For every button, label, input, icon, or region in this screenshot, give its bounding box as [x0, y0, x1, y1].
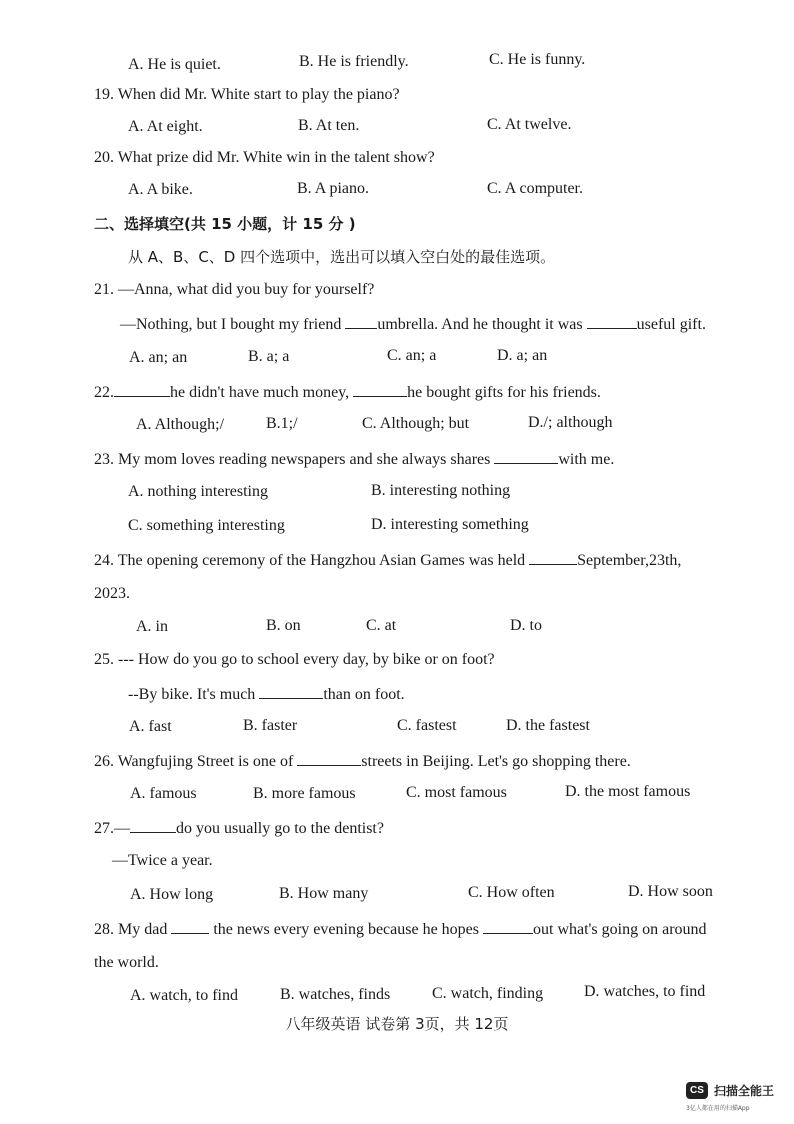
- q27-text-a: 27.—: [94, 820, 130, 837]
- q28-text-c: out what's going on around: [533, 921, 707, 938]
- q28-option-b: B. watches, finds: [280, 986, 391, 1003]
- q28-stem-cont: the world.: [94, 954, 159, 971]
- camscanner-logo-icon: CS: [686, 1082, 708, 1099]
- q28-option-d: D. watches, to find: [584, 983, 706, 1000]
- q21-option-c: C. an; a: [387, 347, 437, 364]
- q28-text-a: 28. My dad: [94, 921, 172, 938]
- q25-text-a: --By bike. It's much: [128, 686, 260, 703]
- section-instruction: 从 A、B、C、D 四个选项中，选出可以填入空白处的最佳选项。: [128, 248, 556, 266]
- q24-option-b: B. on: [266, 617, 301, 634]
- q22-option-a: A. Although;/: [136, 416, 225, 433]
- q22-stem: [94, 382, 601, 402]
- q26-blank: [297, 751, 361, 766]
- q20-stem: 20. What prize did Mr. White win in the talent show?: [94, 149, 435, 166]
- watermark-tagline: 3亿人都在用的扫描App: [686, 1105, 750, 1112]
- q28-blank-2: [483, 919, 533, 934]
- q19-stem: 19. When did Mr. White start to play the piano?: [94, 86, 400, 103]
- q25-option-d: D. the fastest: [506, 717, 590, 734]
- q25-line1: 25. --- How do you go to school every day, by bike or on foot?: [94, 651, 495, 668]
- q24-stem-cont: 2023.: [94, 585, 130, 602]
- q24-blank: [529, 550, 577, 565]
- q19-option-c: C. At twelve.: [487, 116, 572, 133]
- q25-blank: [259, 684, 323, 699]
- q22-option-d: D./; although: [528, 414, 613, 431]
- watermark-name: 扫描全能王: [714, 1084, 775, 1098]
- q23-option-b: B. interesting nothing: [371, 482, 511, 499]
- q21-text-c: useful gift.: [636, 316, 706, 333]
- q23-blank: [494, 449, 558, 464]
- q22-option-c: C. Although; but: [362, 415, 470, 432]
- q24-stem: [94, 550, 681, 570]
- q21-line2: [120, 314, 706, 334]
- q27-option-c: C. How often: [468, 884, 555, 901]
- q22-text-b: he bought gifts for his friends.: [407, 384, 601, 401]
- q26-option-c: C. most famous: [406, 784, 507, 801]
- q20-option-a: A. A bike.: [128, 181, 193, 198]
- q21-blank-1: [345, 314, 377, 329]
- q26-text-a: 26. Wangfujing Street is one of: [94, 753, 298, 770]
- q26-text-b: streets in Beijing. Let's go shopping there.: [361, 753, 631, 770]
- q19-option-b: B. At ten.: [298, 117, 360, 134]
- q26-option-b: B. more famous: [253, 785, 356, 802]
- q23-text-a: 23. My mom loves reading newspapers and she always shares: [94, 451, 495, 468]
- q21-blank-2: [587, 314, 637, 329]
- q24-text-b: September,23th,: [577, 552, 682, 569]
- q28-blank-1: [171, 919, 209, 934]
- q25-option-a: A. fast: [129, 718, 172, 735]
- q27-option-a: A. How long: [130, 886, 214, 903]
- q27-option-d: D. How soon: [628, 883, 713, 900]
- q27-line1: [94, 818, 384, 838]
- scanner-watermark: [686, 1082, 774, 1099]
- q18-option-b: B. He is friendly.: [299, 53, 409, 70]
- q21-option-d: D. a; an: [497, 347, 548, 364]
- q21-option-b: B. a; a: [248, 348, 290, 365]
- q21-line1: 21. —Anna, what did you buy for yourself?: [94, 281, 375, 298]
- q26-stem: [94, 751, 631, 771]
- q22-number: 22.: [94, 384, 114, 401]
- q23-option-a: A. nothing interesting: [128, 483, 268, 500]
- q23-stem: [94, 449, 614, 469]
- q22-option-b: B.1;/: [266, 415, 298, 432]
- q27-blank: [130, 818, 176, 833]
- q24-option-a: A. in: [136, 618, 168, 635]
- q18-option-a: A. He is quiet.: [128, 56, 221, 73]
- q20-option-c: C. A computer.: [487, 180, 583, 197]
- q19-option-a: A. At eight.: [128, 118, 203, 135]
- q25-text-b: than on foot.: [323, 686, 405, 703]
- q25-option-c: C. fastest: [397, 717, 457, 734]
- q22-blank-2: [353, 382, 407, 397]
- q28-option-a: A. watch, to find: [130, 987, 238, 1004]
- q23-option-c: C. something interesting: [128, 517, 285, 534]
- q24-option-d: D. to: [510, 617, 542, 634]
- q22-text-a: he didn't have much money,: [170, 384, 354, 401]
- q28-option-c: C. watch, finding: [432, 985, 544, 1002]
- q21-text-a: —Nothing, but I bought my friend: [120, 316, 346, 333]
- q25-line2: [128, 684, 405, 704]
- q25-option-b: B. faster: [243, 717, 298, 734]
- q20-option-b: B. A piano.: [297, 180, 370, 197]
- q23-option-d: D. interesting something: [371, 516, 529, 533]
- section-title: 二、选择填空(共 15 小题，计 15 分 ): [94, 215, 356, 233]
- q23-text-b: with me.: [558, 451, 615, 468]
- q27-line2: —Twice a year.: [112, 852, 213, 869]
- q24-text-a: 24. The opening ceremony of the Hangzhou Asian Games was held: [94, 552, 530, 569]
- q27-text-b: do you usually go to the dentist?: [176, 820, 384, 837]
- q24-option-c: C. at: [366, 617, 397, 634]
- q27-option-b: B. How many: [279, 885, 369, 902]
- q28-stem: [94, 919, 707, 939]
- q28-text-b: the news every evening because he hopes: [209, 921, 483, 938]
- q22-blank-1: [114, 382, 170, 397]
- q21-option-a: A. an; an: [129, 349, 188, 366]
- q21-text-b: umbrella. And he thought it was: [377, 316, 587, 333]
- q18-option-c: C. He is funny.: [489, 51, 586, 68]
- page-footer: 八年级英语 试卷第 3页，共 12页: [285, 1015, 509, 1033]
- q26-option-a: A. famous: [130, 785, 197, 802]
- q26-option-d: D. the most famous: [565, 783, 691, 800]
